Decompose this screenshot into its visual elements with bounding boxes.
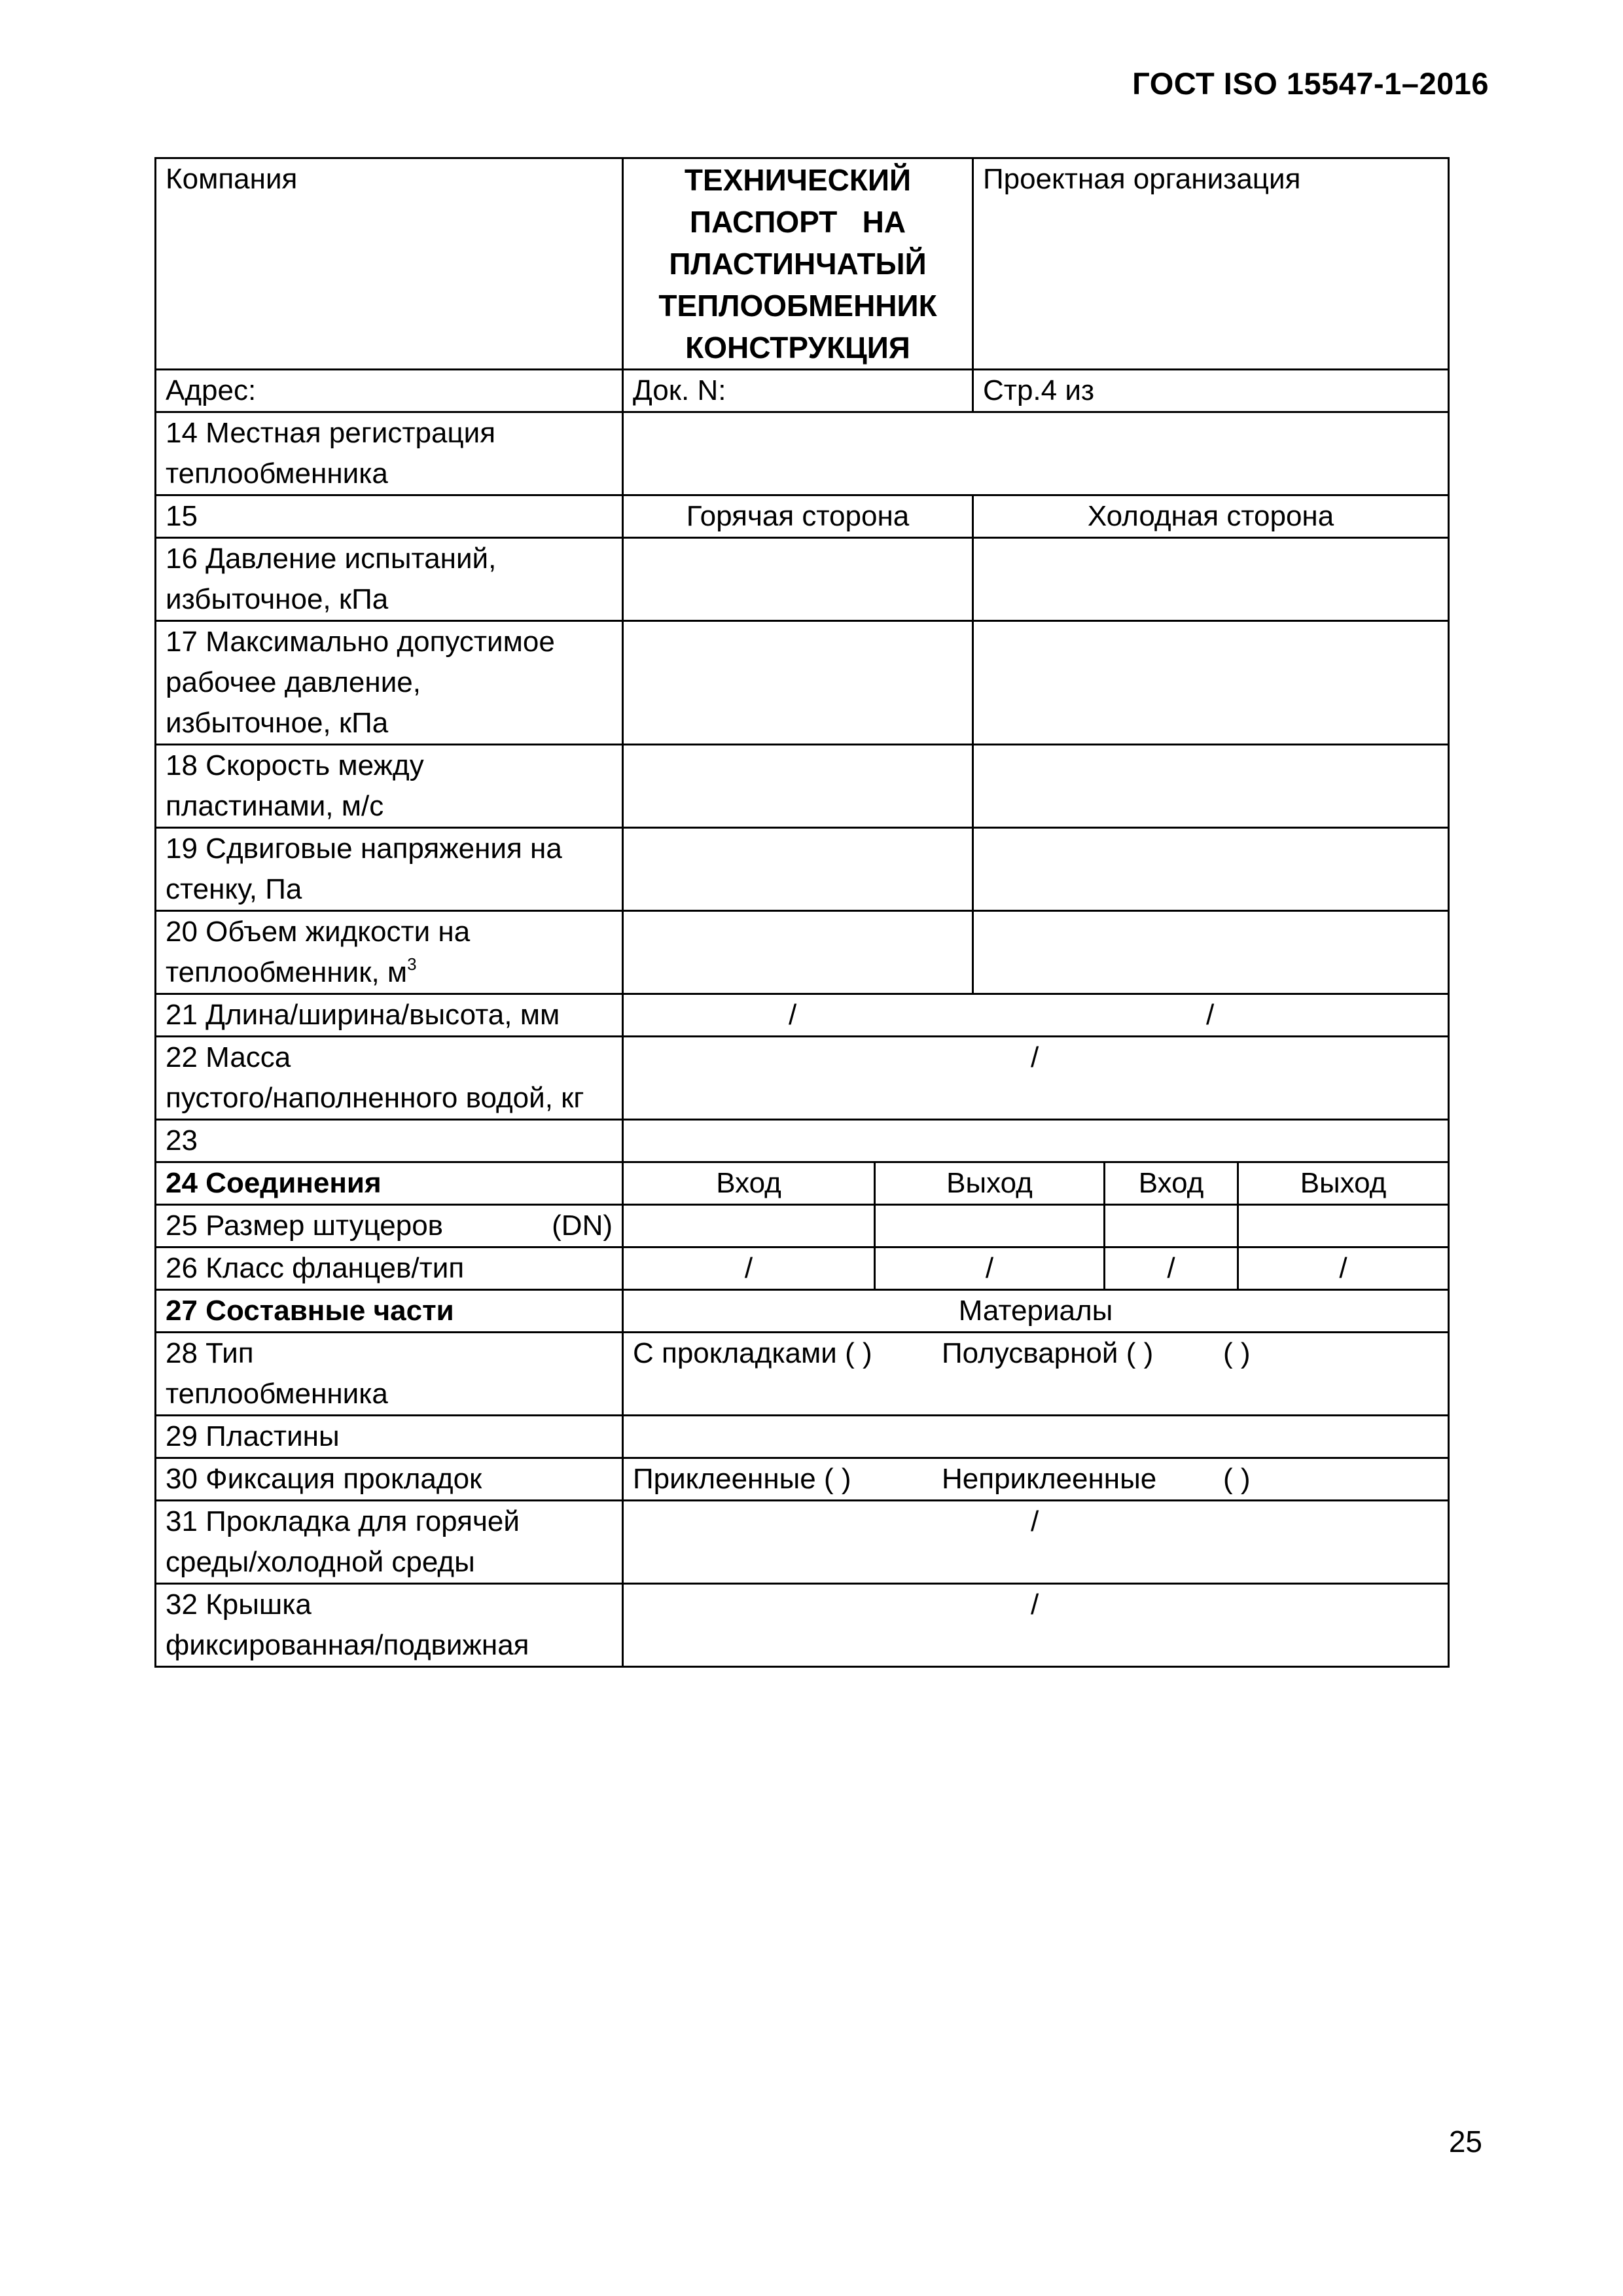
- hot-outlet-field[interactable]: [875, 1205, 1105, 1247]
- hot-side-field[interactable]: [623, 538, 973, 621]
- label-line: 19 Сдвиговые напряжения на: [166, 833, 562, 865]
- row-14: [156, 412, 1449, 495]
- label-split: [166, 1206, 613, 1246]
- label-line: 22 Масса: [166, 1041, 291, 1073]
- row-label: [156, 745, 623, 828]
- label-line: 31 Прокладка для горячей: [166, 1505, 520, 1537]
- separator-slash: /: [1031, 1505, 1039, 1537]
- hot-side-field[interactable]: [623, 621, 973, 745]
- label-line: избыточное, кПа: [166, 707, 389, 739]
- row-18: [156, 745, 1449, 828]
- cold-inlet-field[interactable]: [1105, 1205, 1238, 1247]
- row-23-field[interactable]: [623, 1120, 1449, 1162]
- row-21: [156, 994, 1449, 1037]
- row-label: 26 Класс фланцев/тип: [156, 1247, 623, 1290]
- row-16: [156, 538, 1449, 621]
- dimensions-field[interactable]: [623, 994, 1449, 1037]
- datasheet-table: [154, 157, 1450, 1668]
- cold-outlet-field[interactable]: [1238, 1205, 1449, 1247]
- label-line: 18 Скорость между: [166, 749, 424, 781]
- address-cell[interactable]: [156, 370, 623, 412]
- label-line: 20 Объем жидкости на: [166, 916, 471, 948]
- cold-side-field[interactable]: [973, 911, 1449, 994]
- mass-field[interactable]: [623, 1037, 1449, 1120]
- gasketed-option[interactable]: С прокладками ( ): [633, 1337, 872, 1369]
- cold-side-field[interactable]: [973, 538, 1449, 621]
- row-label: 15: [156, 495, 623, 538]
- row-15: [156, 495, 1449, 538]
- plates-field[interactable]: [623, 1416, 1449, 1458]
- row-31: [156, 1501, 1449, 1584]
- row-label: 27 Составные части: [156, 1290, 623, 1333]
- address-label: Адрес:: [166, 374, 257, 406]
- page-of-label: Стр.4 из: [983, 374, 1095, 406]
- exchanger-type-options: [623, 1333, 1449, 1416]
- row-20: [156, 911, 1449, 994]
- label-line: пластинами, м/с: [166, 790, 384, 822]
- semi-welded-option[interactable]: Полусварной ( ): [942, 1337, 1154, 1369]
- other-option[interactable]: ( ): [1223, 1463, 1251, 1495]
- not-glued-option[interactable]: Неприклеенные: [942, 1463, 1157, 1495]
- hot-outlet-header: Выход: [875, 1162, 1105, 1205]
- row-30: [156, 1458, 1449, 1501]
- page-number: 25: [1448, 2125, 1482, 2159]
- hot-side-field[interactable]: [623, 828, 973, 911]
- label-line: 32 Крышка: [166, 1588, 312, 1621]
- row-29: [156, 1416, 1449, 1458]
- separator-slash: /: [789, 999, 797, 1031]
- row-19: [156, 828, 1449, 911]
- label-line: теплообменника: [166, 1378, 388, 1410]
- title-line: ПЛАСТИНЧАТЫЙ: [669, 247, 927, 281]
- label-line: 14 Местная регистрация: [166, 417, 496, 449]
- row-label: [156, 621, 623, 745]
- title-line: КОНСТРУКЦИЯ: [685, 331, 910, 365]
- separator-slash: /: [1031, 1588, 1039, 1621]
- label-text: теплообменник, м: [166, 956, 408, 988]
- hot-side-field[interactable]: [623, 745, 973, 828]
- hot-inlet-field[interactable]: [623, 1205, 875, 1247]
- row-label: [156, 828, 623, 911]
- address-row: [156, 370, 1449, 412]
- label-unit: (DN): [552, 1210, 613, 1242]
- separator-slash: /: [1339, 1252, 1347, 1284]
- hot-inlet-field[interactable]: [623, 1247, 875, 1290]
- company-cell[interactable]: [156, 158, 623, 370]
- row-label: 23: [156, 1120, 623, 1162]
- separator-slash: /: [744, 1252, 753, 1284]
- superscript-3: 3: [407, 954, 417, 974]
- row-label: [156, 911, 623, 994]
- title-line: ТЕХНИЧЕСКИЙ: [684, 163, 912, 197]
- row-32: [156, 1584, 1449, 1667]
- doc-no-cell[interactable]: [623, 370, 973, 412]
- doc-no-label: Док. N:: [633, 374, 726, 406]
- cold-outlet-header: Выход: [1238, 1162, 1449, 1205]
- design-org-label: Проектная организация: [983, 163, 1301, 195]
- label-line: рабочее давление,: [166, 666, 421, 698]
- title-line: ТЕПЛООБМЕННИК: [658, 289, 937, 323]
- label-line: 28 Тип: [166, 1337, 254, 1369]
- row-22: [156, 1037, 1449, 1120]
- gasket-fixing-options: [623, 1458, 1449, 1501]
- cold-inlet-field[interactable]: [1105, 1247, 1238, 1290]
- separator-slash: /: [1206, 999, 1215, 1031]
- row-label: [156, 1205, 623, 1247]
- row-24: [156, 1162, 1449, 1205]
- row-label: [156, 1037, 623, 1120]
- row-17: [156, 621, 1449, 745]
- row-label: [156, 1584, 623, 1667]
- cold-side-field[interactable]: [973, 745, 1449, 828]
- row-label: [156, 412, 623, 495]
- label-line: теплообменника: [166, 457, 388, 490]
- row-label: [156, 538, 623, 621]
- glued-option[interactable]: Приклеенные ( ): [633, 1463, 851, 1495]
- row-label: 24 Соединения: [156, 1162, 623, 1205]
- label-line: стенку, Па: [166, 873, 302, 905]
- label-line: [166, 952, 613, 993]
- materials-header: Материалы: [623, 1290, 1449, 1333]
- other-option[interactable]: ( ): [1223, 1337, 1251, 1369]
- row-label: 21 Длина/ширина/высота, мм: [156, 994, 623, 1037]
- row-label: [156, 1501, 623, 1584]
- cold-inlet-header: Вход: [1105, 1162, 1238, 1205]
- label-line: избыточное, кПа: [166, 583, 389, 615]
- document-code: ГОСТ ISO 15547-1–2016: [1132, 66, 1489, 101]
- row-26: [156, 1247, 1449, 1290]
- row-label: 29 Пластины: [156, 1416, 623, 1458]
- hot-inlet-header: Вход: [623, 1162, 875, 1205]
- gasket-media-field[interactable]: [623, 1501, 1449, 1584]
- cold-side-field[interactable]: [973, 621, 1449, 745]
- cold-side-field[interactable]: [973, 828, 1449, 911]
- separator-slash: /: [1167, 1252, 1175, 1284]
- label-line: среды/холодной среды: [166, 1546, 475, 1578]
- cold-side-header: Холодная сторона: [973, 495, 1449, 538]
- label-line: 17 Максимально допустимое: [166, 626, 555, 658]
- row-label: [156, 1333, 623, 1416]
- label-line: пустого/наполненного водой, кг: [166, 1082, 584, 1114]
- hot-side-header: Горячая сторона: [623, 495, 973, 538]
- label-line: 16 Давление испытаний,: [166, 543, 497, 575]
- row-label: 30 Фиксация прокладок: [156, 1458, 623, 1501]
- label-line: фиксированная/подвижная: [166, 1629, 529, 1661]
- separator-slash: /: [985, 1252, 994, 1284]
- company-label: Компания: [166, 163, 298, 195]
- separator-slash: /: [1031, 1041, 1039, 1073]
- cover-field[interactable]: [623, 1584, 1449, 1667]
- cold-outlet-field[interactable]: [1238, 1247, 1449, 1290]
- hot-side-field[interactable]: [623, 911, 973, 994]
- registration-field[interactable]: [623, 412, 1449, 495]
- form-header-row: [156, 158, 1449, 370]
- page-of-cell[interactable]: [973, 370, 1449, 412]
- design-org-cell[interactable]: [973, 158, 1449, 370]
- label-text: 25 Размер штуцеров: [166, 1210, 444, 1242]
- row-23: [156, 1120, 1449, 1162]
- form-title: [623, 158, 973, 370]
- row-28: [156, 1333, 1449, 1416]
- row-25: [156, 1205, 1449, 1247]
- row-27: [156, 1290, 1449, 1333]
- title-line: ПАСПОРТ НА: [689, 205, 906, 239]
- hot-outlet-field[interactable]: [875, 1247, 1105, 1290]
